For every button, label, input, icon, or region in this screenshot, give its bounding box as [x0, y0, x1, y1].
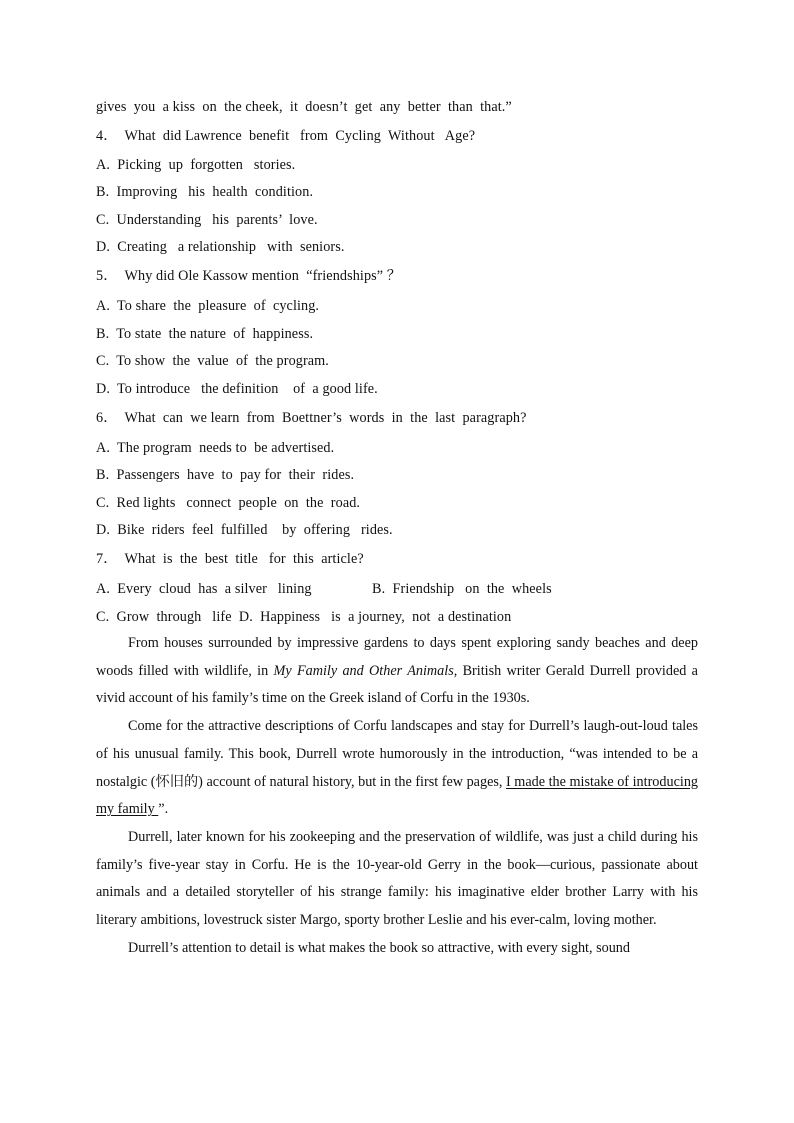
question-7: 7． What is the best title for this article? [96, 551, 364, 567]
question-7-option-a: A. Every cloud has a silver lining [96, 581, 312, 597]
question-5-option-b: B. To state the nature of happiness. [96, 326, 314, 342]
question-6-option-c: C. Red lights connect people on the road. [96, 495, 361, 511]
question-6-option-b: B. Passengers have to pay for their rides. [96, 467, 355, 483]
passage-paragraph-4: Durrell’s attention to detail is what makes the book so attractive, with every sight, sound [128, 939, 630, 956]
question-4-option-a: A. Picking up forgotten stories. [96, 157, 296, 173]
question-6-option-d: D. Bike riders feel fulfilled by offering rides. [96, 522, 393, 538]
question-6-option-a: A. The program needs to be advertised. [96, 440, 335, 456]
reading-passage [96, 630, 698, 962]
question-5: 5． Why did Ole Kassow mention “friendships” ？ [96, 268, 402, 284]
question-5-option-c: C. To show the value of the program. [96, 353, 329, 369]
question-4-option-d: D. Creating a relationship with seniors. [96, 239, 345, 255]
passage-paragraph-3: Durrell, later known for his zookeeping and the preservation of wildlife, was just a child during his family’s five-year stay in Corfu. He is the 10-year-old Gerry in the book—curious, passionate about animals and a detailed storyteller of his strange family: his imaginative elder brother Larry with his literary ambitions, lovestruck sister Margo, sporty brother Leslie and his ever-calm, loving mother. [96, 828, 698, 929]
passage-paragraph-1: From houses surrounded by impressive gardens to days spent exploring sandy beaches and deep woods filled with wildlife, in My Family and Other Animals, British writer Gerald Durrell provided a vivid account of his family’s time on the Greek island of Corfu in the 1930s. [96, 635, 698, 707]
question-4: 4． What did Lawrence benefit from Cycling Without Age? [96, 128, 476, 144]
passage-end-line: gives you a kiss on the cheek, it doesn’t get any better than that.” [96, 99, 512, 115]
passage-paragraph-2: Come for the attractive descriptions of Corfu landscapes and stay for Durrell’s laugh-out-loud tales of his unusual family. This book, Durrell wrote humorously in the introduction, “was intended to be a nostalgic (怀旧的) account of natural history, but in the first few pages, I made the mistake of introducing my family ”. [96, 718, 699, 818]
question-5-option-d: D. To introduce the definition of a good life. [96, 381, 378, 397]
question-4-option-c: C. Understanding his parents’ love. [96, 212, 318, 228]
question-5-option-a: A. To share the pleasure of cycling. [96, 298, 320, 314]
question-7-option-b: B. Friendship on the wheels [372, 581, 552, 597]
question-4-option-b: B. Improving his health condition. [96, 184, 314, 200]
question-7-options-c-d: C. Grow through life D. Happiness is a journey, not a destination [96, 609, 512, 625]
book-title: My Family and Other Animals [273, 662, 454, 679]
underlined-phrase: I made the mistake of introducing my family [96, 773, 699, 818]
question-6: 6． What can we learn from Boettner’s words in the last paragraph? [96, 410, 527, 426]
